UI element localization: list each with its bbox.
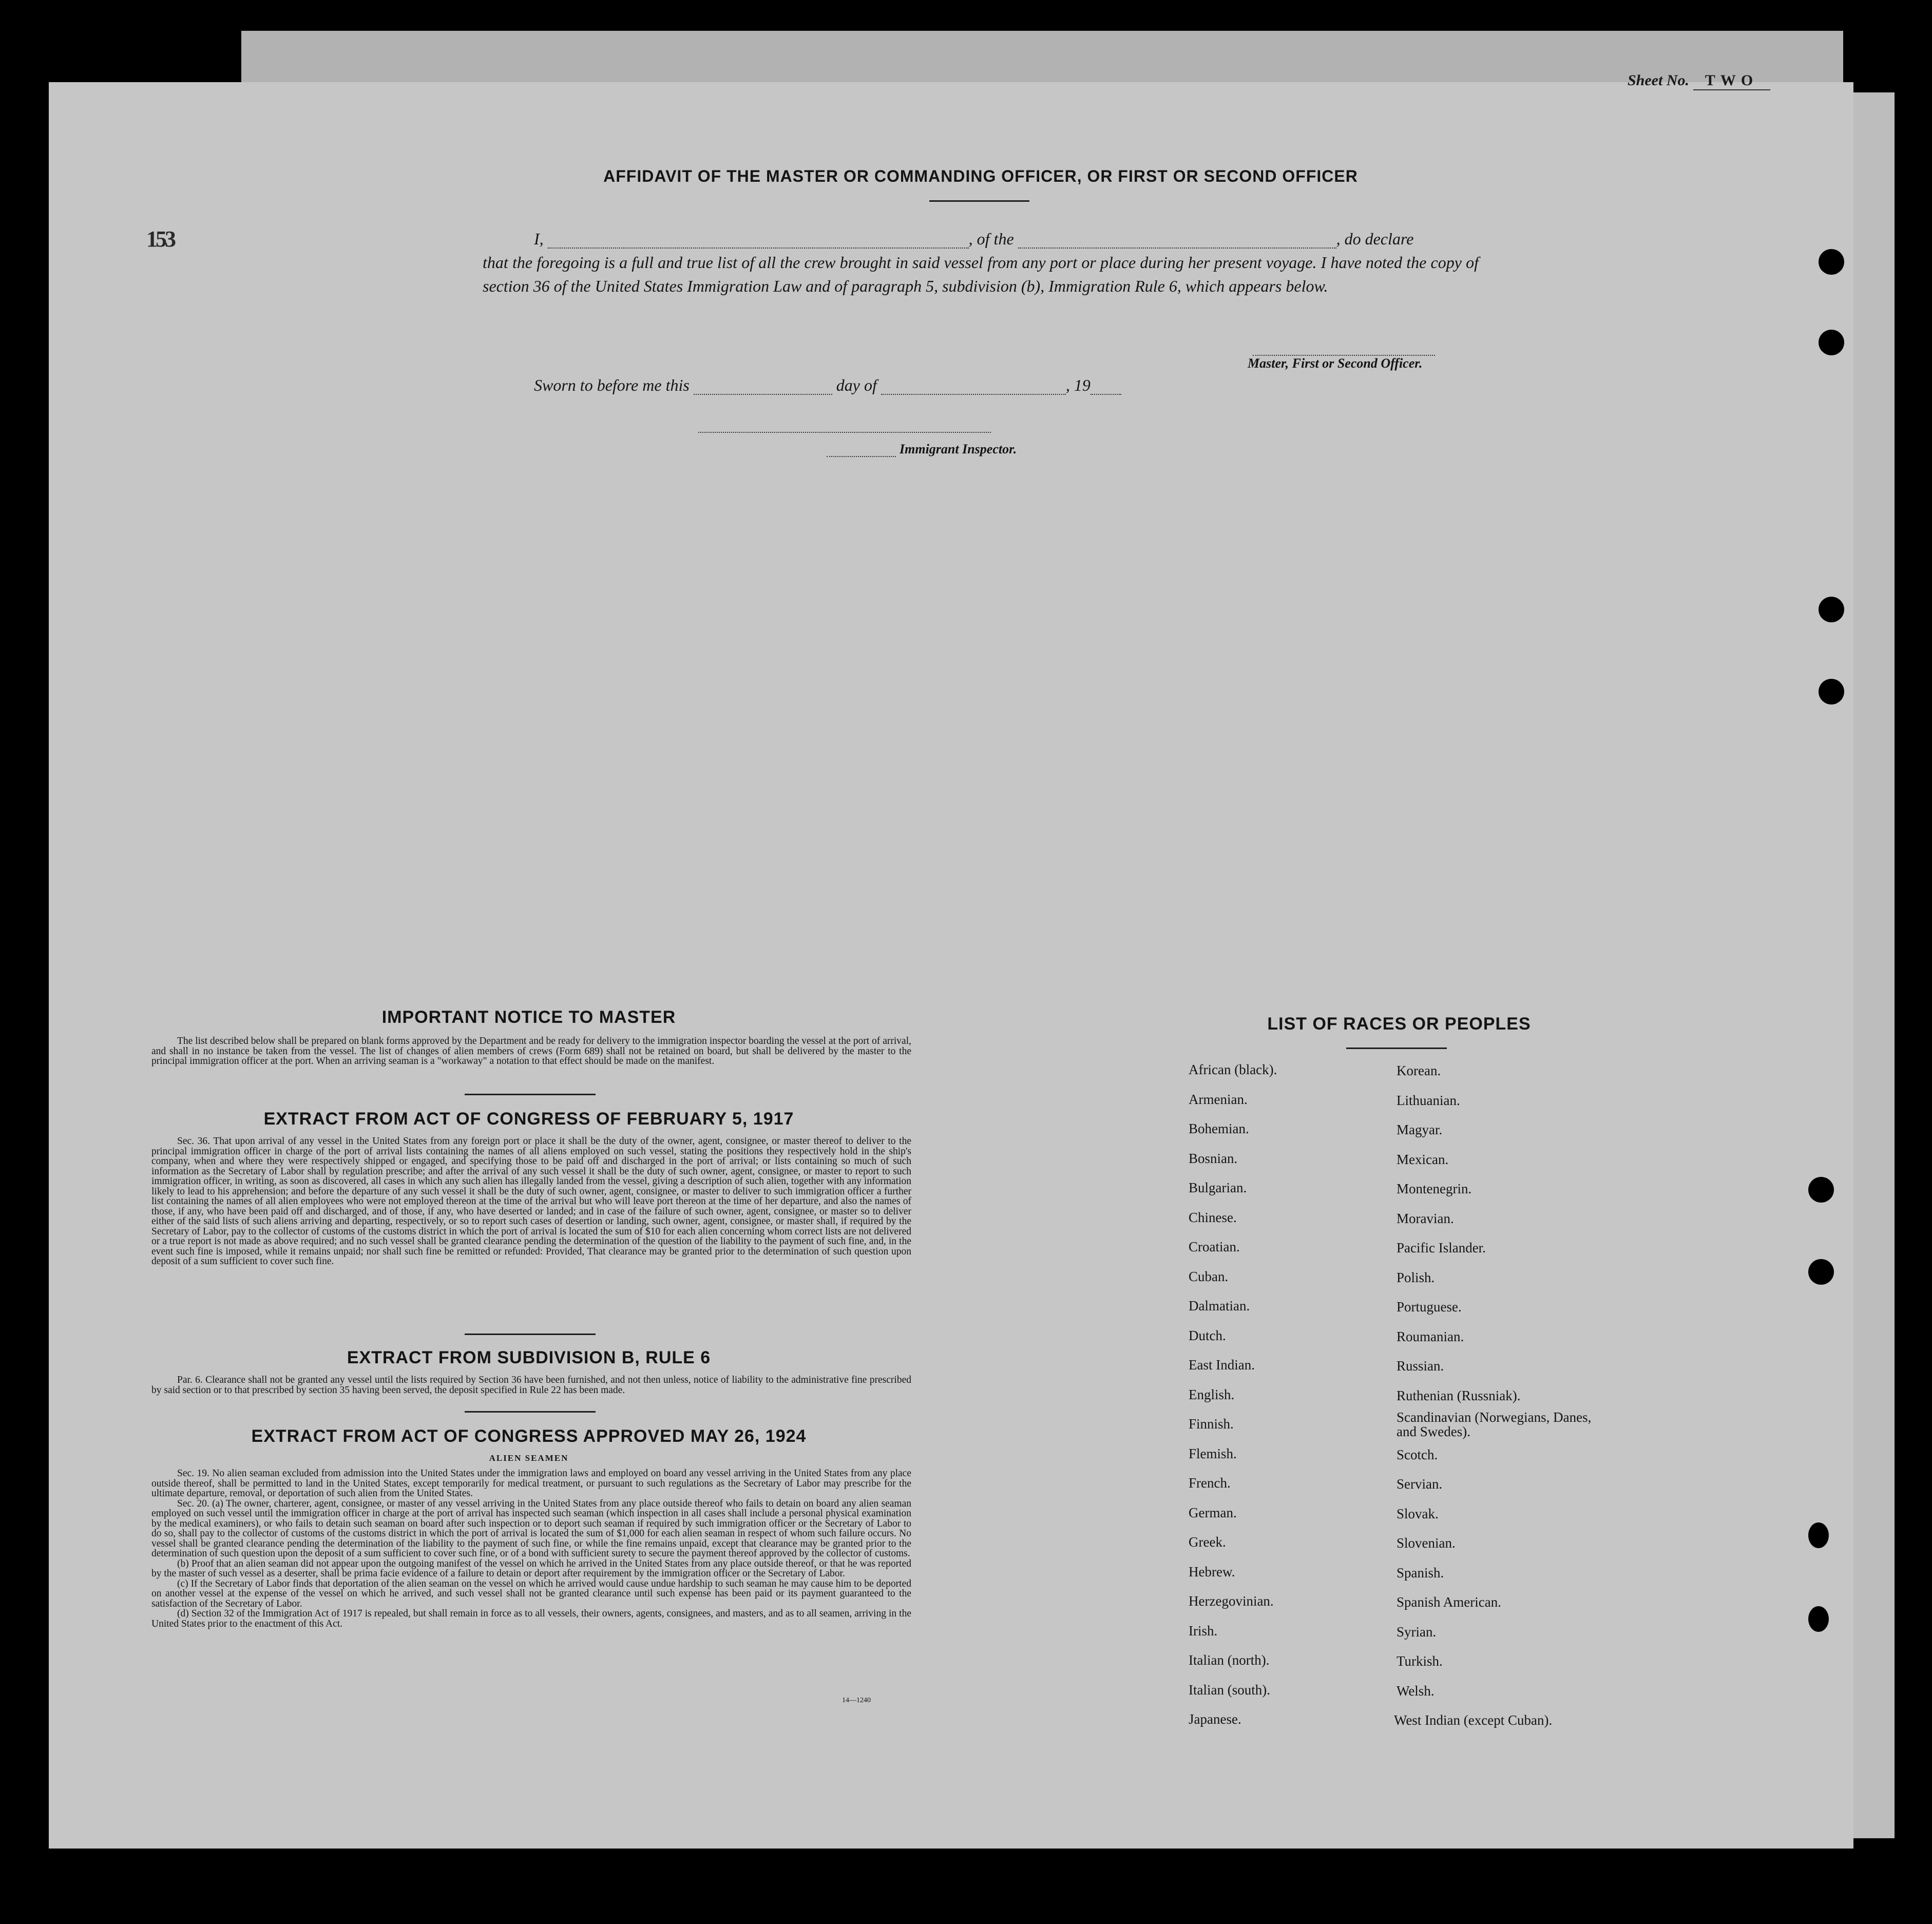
- race-item: Servian.: [1397, 1476, 1443, 1492]
- section-rule: [465, 1094, 596, 1095]
- signature-field[interactable]: [1253, 341, 1435, 356]
- binder-hole-icon: [1808, 1522, 1829, 1548]
- race-item: Roumanian.: [1397, 1328, 1464, 1344]
- binder-hole-icon: [1808, 1259, 1834, 1285]
- race-item: Flemish.: [1189, 1445, 1237, 1461]
- extract-1924-body: [151, 1469, 911, 1629]
- extract-1917-text: Sec. 36. That upon arrival of any vessel in the United States from any foreign port or place it shall be the duty of the owner, agent, consignee, or master thereof to deliver to the principal immigration officer in charge of the port of arrival lists containing the names of all aliens employed on such vessel, stating the positions they respectively hold in the ship's company, when and where they were respectively shipped or engaged, and specifying those to be paid off and discharged in the port of arrival; or lists containing so much of such information as the Secretary of Labor shall by regulation prescribe; and after the arrival of any such vessel it shall be the duty of such owner, agent, consignee, or master to report to such immigration officer, in writing, as soon as discovered, all cases in which any such alien has illegally landed from the vessel, giving a description of such alien, together with any information likely to lead to his apprehension; and before the departure of any such vessel it shall be the duty of such owner, agent, consignee, or master to deliver to such immigration officer a further list containing the names of all alien employees who were not employed thereon at the time of the arrival but who will leave port thereon at the time of her departure, and also the names of those, if any, who have been paid off and discharged, and of those, if any, who have deserted or landed; and in case of the failure of such owner, agent, consignee, or master so to deliver either of the said lists of such aliens arriving and departing, respectively, or so to report such cases of desertion or landing, such owner, agent, consignee, or master shall, if required by the Secretary of Labor, pay to the collector of customs of the customs district in which the port of arrival is located the sum of $10 for each alien concerning whom correct lists are not delivered or a true report is not made as above required; and no such vessel shall be granted clearance pending the determination of the question of the liability to the payment of such fine, and, in the event such fine is imposed, while it remains unpaid; nor shall such fine be remitted or refunded: Provided, That clearance may be granted prior to the determination of such question upon deposit of a sum sufficient to cover such fine.: [151, 1136, 911, 1267]
- affidavit-body: that the foregoing is a full and true list of all the crew brought in said vessel from any port or place during her present voyage. I have noted the copy of section 36 of the United States Immigration Law and of paragraph 5, subdivision (b), Immigration Rule 6, which appears below.: [483, 253, 1479, 295]
- race-item: Pacific Islander.: [1397, 1240, 1486, 1255]
- extract-1924-paragraph: Sec. 20. (a) The owner, charterer, agent, consignee, or master of any vessel arriving in the United States from any place outside thereof who fails to detain on board any alien seaman employed on such vessel until the immigration officer in charge at the port of arrival has inspected such seaman (which inspection in all cases shall include a personal physical examination by the medical examiners), or who fails to detain such seaman on board after such inspection or to deport such seaman if required by such immigration officer or the Secretary of Labor to do so, shall pay to the collector of customs of the customs district in which the port of arrival is located the sum of $1,000 for each alien seaman in respect of whom such failure occurs. No vessel shall be granted clearance pending the determination of the liability to the payment of such fine, or while the fine remains unpaid, except that clearance may be granted prior to the determination of such question upon the deposit of a sum sufficient to cover such fine, or of a bond with sufficient surety to secure the payment thereof approved by the collector of customs.: [151, 1498, 911, 1559]
- race-item: Irish.: [1189, 1623, 1218, 1639]
- races-title-rule: [1346, 1047, 1447, 1049]
- race-item: Cuban.: [1189, 1268, 1229, 1284]
- race-item: Herzegovinian.: [1189, 1593, 1274, 1609]
- inspector-signature-lead: [827, 443, 896, 457]
- race-item: Spanish.: [1397, 1565, 1444, 1580]
- race-item: Armenian.: [1189, 1091, 1248, 1107]
- race-item: Slovenian.: [1397, 1535, 1456, 1551]
- section-rule: [465, 1334, 596, 1335]
- race-item: Moravian.: [1397, 1210, 1454, 1226]
- race-item: West Indian (except Cuban).: [1394, 1712, 1553, 1728]
- sheet-number-value: TWO: [1693, 72, 1770, 90]
- race-item: Scotch.: [1397, 1446, 1438, 1462]
- extract-1924-subtitle: ALIEN SEAMEN: [489, 1453, 569, 1463]
- sworn-prefix: Sworn to before me this: [534, 376, 690, 394]
- extract-1924-paragraph: (d) Section 32 of the Immigration Act of 1917 is repealed, but shall remain in force as to all vessels, their owners, agents, consignees, and masters, and as to all seamen, arriving in the United States prior to the enactment of this Act.: [151, 1608, 911, 1629]
- race-item: Portuguese.: [1397, 1299, 1462, 1315]
- extract-1917-title: EXTRACT FROM ACT OF CONGRESS OF FEBRUARY 5, 1917: [263, 1109, 794, 1129]
- signature-label: Master, First or Second Officer.: [1248, 356, 1423, 371]
- race-item: Mexican.: [1397, 1151, 1449, 1167]
- extract-rule6-text: Par. 6. Clearance shall not be granted any vessel until the lists required by Section 36 have been furnished, and not then unless, notice of liability to the administrative fine prescribed by said section or to that prescribed by section 35 having been served, the deposit specified in Rule 22 has been made.: [151, 1375, 911, 1396]
- race-item: Montenegrin.: [1397, 1181, 1472, 1196]
- affidavit-title: AFFIDAVIT OF THE MASTER OR COMMANDING OFFICER, OR FIRST OR SECOND OFFICER: [603, 167, 1358, 185]
- sworn-day-of: day of: [836, 376, 877, 394]
- race-item: Italian (south).: [1189, 1682, 1270, 1698]
- affidavit-i: I,: [534, 230, 544, 248]
- race-item: Dalmatian.: [1189, 1298, 1250, 1313]
- race-item: Bulgarian.: [1189, 1180, 1247, 1195]
- affidavit-first-line: [534, 230, 1413, 249]
- race-item: Dutch.: [1189, 1327, 1226, 1343]
- binder-hole-icon: [1819, 249, 1844, 275]
- race-item: Hebrew.: [1189, 1564, 1235, 1579]
- affidavit-declare: , do declare: [1336, 230, 1414, 248]
- extract-1924-paragraph: (b) Proof that an alien seaman did not appear upon the outgoing manifest of the vessel on which he arrived in the United States from any place outside thereof, or that he was reported by the master of such vessel as a deserter, shall be prima facie evidence of a failure to detain or deport after requirement by the immigration officer or the Secretary of Labor.: [151, 1558, 911, 1579]
- binder-hole-icon: [1819, 597, 1844, 622]
- binder-hole-icon: [1808, 1606, 1829, 1632]
- notice-title: IMPORTANT NOTICE TO MASTER: [381, 1007, 676, 1027]
- race-item: Spanish American.: [1397, 1594, 1501, 1610]
- race-item: Ruthenian (Russniak).: [1397, 1387, 1521, 1403]
- inspector-signature-field[interactable]: [698, 418, 991, 433]
- sheet-number-label: Sheet No.: [1628, 72, 1689, 89]
- sworn-day-field[interactable]: [694, 380, 832, 395]
- race-item: Italian (north).: [1189, 1652, 1270, 1668]
- race-item: Syrian.: [1397, 1624, 1437, 1640]
- extract-rule6-title: EXTRACT FROM SUBDIVISION B, RULE 6: [347, 1348, 711, 1367]
- vessel-name-field[interactable]: [1018, 234, 1336, 249]
- race-item: Korean.: [1397, 1063, 1441, 1078]
- race-item: Croatian.: [1189, 1239, 1240, 1254]
- sworn-line: [534, 376, 1121, 395]
- race-item: French.: [1189, 1475, 1231, 1491]
- extract-1924-paragraph: (c) If the Secretary of Labor finds that deportation of the alien seaman on the vessel on which he arrived would cause undue hardship to such seaman he may cause him to be deported on another vessel at the expense of the vessel on which he arrived, and such vessel shall not be granted clearance until such expense has been paid or its payment guaranteed to the satisfaction of the Secretary of Labor.: [151, 1578, 911, 1609]
- race-item: Polish.: [1397, 1269, 1435, 1285]
- stamp-mark: 153: [146, 226, 174, 252]
- extract-1924-title: EXTRACT FROM ACT OF CONGRESS APPROVED MAY 26, 1924: [251, 1426, 807, 1446]
- races-title: LIST OF RACES OR PEOPLES: [1267, 1014, 1531, 1034]
- race-item: English.: [1189, 1386, 1235, 1402]
- officer-name-field[interactable]: [548, 234, 969, 249]
- race-item: Turkish.: [1397, 1653, 1443, 1669]
- notice-text: The list described below shall be prepared on blank forms approved by the Department and be ready for delivery to the immigration inspector boarding the vessel at the port of arrival, and shall in no instance be taken from the vessel. The list of changes of alien members of crews (Form 689) shall not be retained on board, but shall be delivered by the master to the principal immigration officer at the port. When an arriving seaman is a "workaway" a notation to that effect should be made on the manifest.: [151, 1036, 911, 1066]
- section-rule: [465, 1411, 596, 1413]
- race-item: Slovak.: [1397, 1506, 1439, 1521]
- binder-hole-icon: [1808, 1177, 1834, 1203]
- race-item: Scandinavian (Norwegians, Danes, and Swedes).: [1397, 1409, 1592, 1439]
- race-item: Japanese.: [1189, 1711, 1241, 1727]
- race-item: East Indian.: [1189, 1357, 1255, 1373]
- extract-1924-paragraph: Sec. 19. No alien seaman excluded from admission into the United States under the immigration laws and employed on board any vessel arriving in the United States from any place outside thereof, shall be permitted to land in the United States, except temporarily for medical treatment, or pursuant to such regulations as the Secretary of Labor may prescribe for the ultimate departure, removal, or deportation of such alien from the United States.: [151, 1468, 911, 1499]
- race-item: Greek.: [1189, 1534, 1226, 1550]
- inspector-label: Immigrant Inspector.: [900, 442, 1017, 456]
- race-item: Bosnian.: [1189, 1150, 1238, 1166]
- affidavit-of-the: , of the: [968, 230, 1014, 248]
- sheet-number: [1628, 72, 1770, 90]
- race-item: Welsh.: [1397, 1683, 1434, 1699]
- affidavit-title-rule: [929, 200, 1029, 202]
- sworn-year-field[interactable]: [1091, 380, 1121, 395]
- form-number: 14—1240: [842, 1697, 871, 1704]
- race-item: Chinese.: [1189, 1209, 1237, 1225]
- race-item: Magyar.: [1397, 1122, 1443, 1137]
- race-item: Finnish.: [1189, 1416, 1234, 1432]
- race-item: German.: [1189, 1504, 1237, 1520]
- sworn-year: , 19: [1065, 376, 1091, 394]
- binder-hole-icon: [1819, 679, 1844, 704]
- race-item: Russian.: [1397, 1358, 1444, 1374]
- race-item: Lithuanian.: [1397, 1092, 1460, 1108]
- race-item: Bohemian.: [1189, 1121, 1249, 1136]
- race-item: African (black).: [1189, 1062, 1277, 1077]
- sworn-month-field[interactable]: [881, 380, 1066, 395]
- binder-hole-icon: [1819, 330, 1844, 355]
